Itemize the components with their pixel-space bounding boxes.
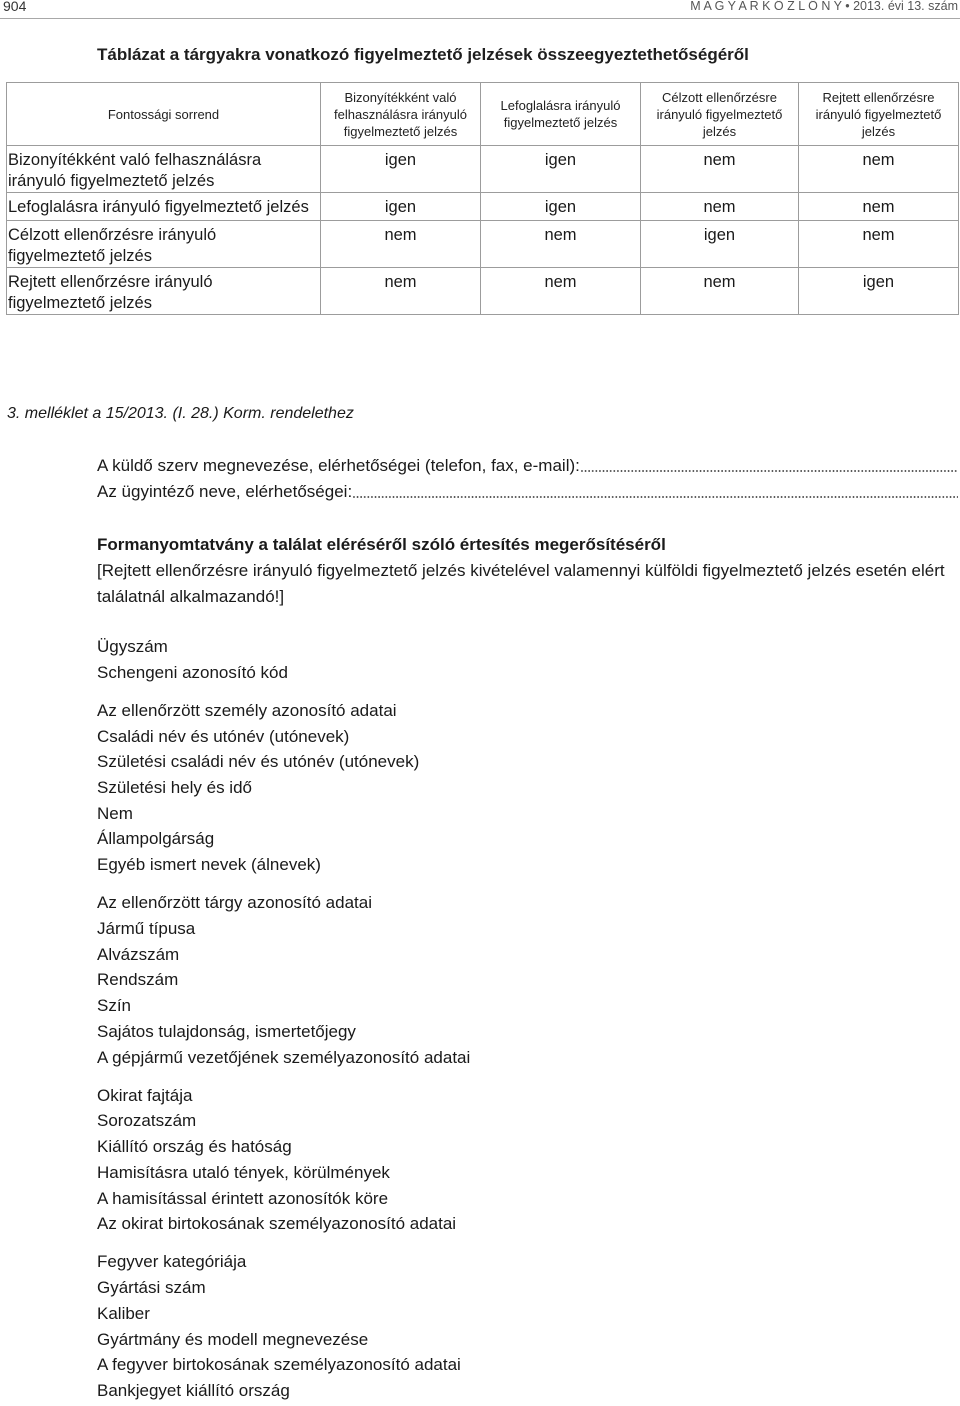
cell-value: igen bbox=[321, 193, 481, 221]
cell-value: nem bbox=[641, 146, 799, 193]
cell-value: nem bbox=[799, 146, 959, 193]
list-item: Hamisításra utaló tények, körülmények bbox=[97, 1162, 390, 1182]
row-label: Célzott ellenőrzésre irányuló figyelmeztető jelzés bbox=[7, 221, 321, 268]
running-header: M A G Y A R K Ö Z L Ö N Y • 2013. évi 13. szám bbox=[690, 0, 958, 13]
table-title: Táblázat a tárgyakra vonatkozó figyelmeztető jelzések összeegyeztethetőségéről bbox=[97, 45, 749, 64]
list-item: Egyéb ismert nevek (álnevek) bbox=[97, 855, 321, 875]
row-label: Lefoglalásra irányuló figyelmeztető jelzés bbox=[7, 193, 321, 221]
sender-fields bbox=[97, 453, 958, 505]
field-groups bbox=[97, 634, 958, 1404]
fill-leader bbox=[580, 453, 958, 479]
table-row bbox=[7, 268, 959, 315]
table-header-row bbox=[7, 83, 959, 146]
table-row bbox=[7, 146, 959, 193]
list-item: Állampolgárság bbox=[97, 829, 215, 849]
form-note: [Rejtett ellenőrzésre irányuló figyelmeztető jelzés kivételével valamennyi külföldi figyelmeztető jelzés esetén elért találatnál alkalmazandó!] bbox=[97, 560, 945, 606]
cell-value: nem bbox=[481, 268, 641, 315]
list-item: Ügyszám bbox=[97, 637, 168, 656]
sender-field-line bbox=[97, 479, 958, 505]
list-item: Schengeni azonosító kód bbox=[97, 662, 288, 682]
list-item: Az ellenőrzött tárgy azonosító adatai bbox=[97, 893, 372, 913]
cell-value: igen bbox=[481, 146, 641, 193]
list-item: Rendszám bbox=[97, 970, 179, 990]
column-header: Rejtett ellenőrzésre irányuló figyelmeztető jelzés bbox=[799, 83, 959, 146]
cell-value: nem bbox=[481, 221, 641, 268]
form-heading bbox=[97, 532, 958, 609]
cell-value: nem bbox=[641, 193, 799, 221]
list-item: Gyártási szám bbox=[97, 1278, 206, 1298]
list-item: Születési családi név és utónév (utónevek) bbox=[97, 752, 420, 772]
list-item: A gépjármű vezetőjének személyazonosító adatai bbox=[97, 1047, 471, 1067]
field-label: Az ügyintéző neve, elérhetőségei: bbox=[97, 481, 353, 501]
cell-value: nem bbox=[799, 221, 959, 268]
list-item: Az ellenőrzött személy azonosító adatai bbox=[97, 700, 397, 720]
field-group bbox=[97, 634, 958, 685]
cell-value: igen bbox=[481, 193, 641, 221]
list-item: Bankjegyet kiállító ország bbox=[97, 1380, 290, 1400]
list-item: Családi név és utónév (utónevek) bbox=[97, 726, 350, 746]
form-title: Formanyomtatvány a találat eléréséről szóló értesítés megerősítéséről bbox=[97, 535, 666, 554]
cell-value: igen bbox=[641, 221, 799, 268]
row-label: Rejtett ellenőrzésre irányuló figyelmeztető jelzés bbox=[7, 268, 321, 315]
field-group bbox=[97, 890, 958, 1070]
table-row bbox=[7, 221, 959, 268]
cell-value: igen bbox=[321, 146, 481, 193]
annex-title: 3. melléklet a 15/2013. (I. 28.) Korm. rendelethez bbox=[7, 405, 354, 422]
fill-leader bbox=[352, 479, 958, 505]
list-item: Születési hely és idő bbox=[97, 778, 252, 798]
field-label: A küldő szerv megnevezése, elérhetőségei (telefon, fax, e-mail): bbox=[97, 456, 580, 475]
sender-field-line bbox=[97, 453, 958, 479]
list-item: Kaliber bbox=[97, 1303, 150, 1323]
list-item: Sajátos tulajdonság, ismertetőjegy bbox=[97, 1021, 356, 1041]
list-item: Gyártmány és modell megnevezése bbox=[97, 1329, 369, 1349]
cell-value: igen bbox=[799, 268, 959, 315]
field-group bbox=[97, 1083, 958, 1237]
column-header: Lefoglalásra irányuló figyelmeztető jelzés bbox=[481, 83, 641, 146]
column-header: Célzott ellenőrzésre irányuló figyelmeztető jelzés bbox=[641, 83, 799, 146]
list-item: Szín bbox=[97, 996, 132, 1016]
list-item: Okirat fajtája bbox=[97, 1085, 193, 1105]
list-item: Nem bbox=[97, 803, 133, 823]
list-item: Sorozatszám bbox=[97, 1111, 197, 1131]
list-item: Alvázszám bbox=[97, 944, 180, 964]
cell-value: nem bbox=[641, 268, 799, 315]
cell-value: nem bbox=[799, 193, 959, 221]
list-item: Fegyver kategóriája bbox=[97, 1252, 247, 1272]
list-item: Jármű típusa bbox=[97, 919, 196, 939]
list-item: A hamisítással érintett azonosítók köre bbox=[97, 1188, 389, 1208]
header-rule bbox=[0, 18, 960, 19]
list-item: Az okirat birtokosának személyazonosító adatai bbox=[97, 1214, 457, 1234]
cell-value: nem bbox=[321, 268, 481, 315]
cell-value: nem bbox=[321, 221, 481, 268]
row-label: Bizonyítékként való felhasználásra irányuló figyelmeztető jelzés bbox=[7, 146, 321, 193]
corner-header: Fontossági sorrend bbox=[7, 83, 321, 146]
list-item: Kiállító ország és hatóság bbox=[97, 1137, 292, 1157]
page-number: 904 bbox=[3, 0, 27, 14]
column-header: Bizonyítékként való felhasználásra irányuló figyelmeztető jelzés bbox=[321, 83, 481, 146]
field-group bbox=[97, 1249, 958, 1403]
field-group bbox=[97, 698, 958, 878]
list-item: A fegyver birtokosának személyazonosító adatai bbox=[97, 1355, 461, 1375]
compatibility-table bbox=[6, 82, 959, 315]
table-row bbox=[7, 193, 959, 221]
table-body bbox=[7, 146, 959, 315]
